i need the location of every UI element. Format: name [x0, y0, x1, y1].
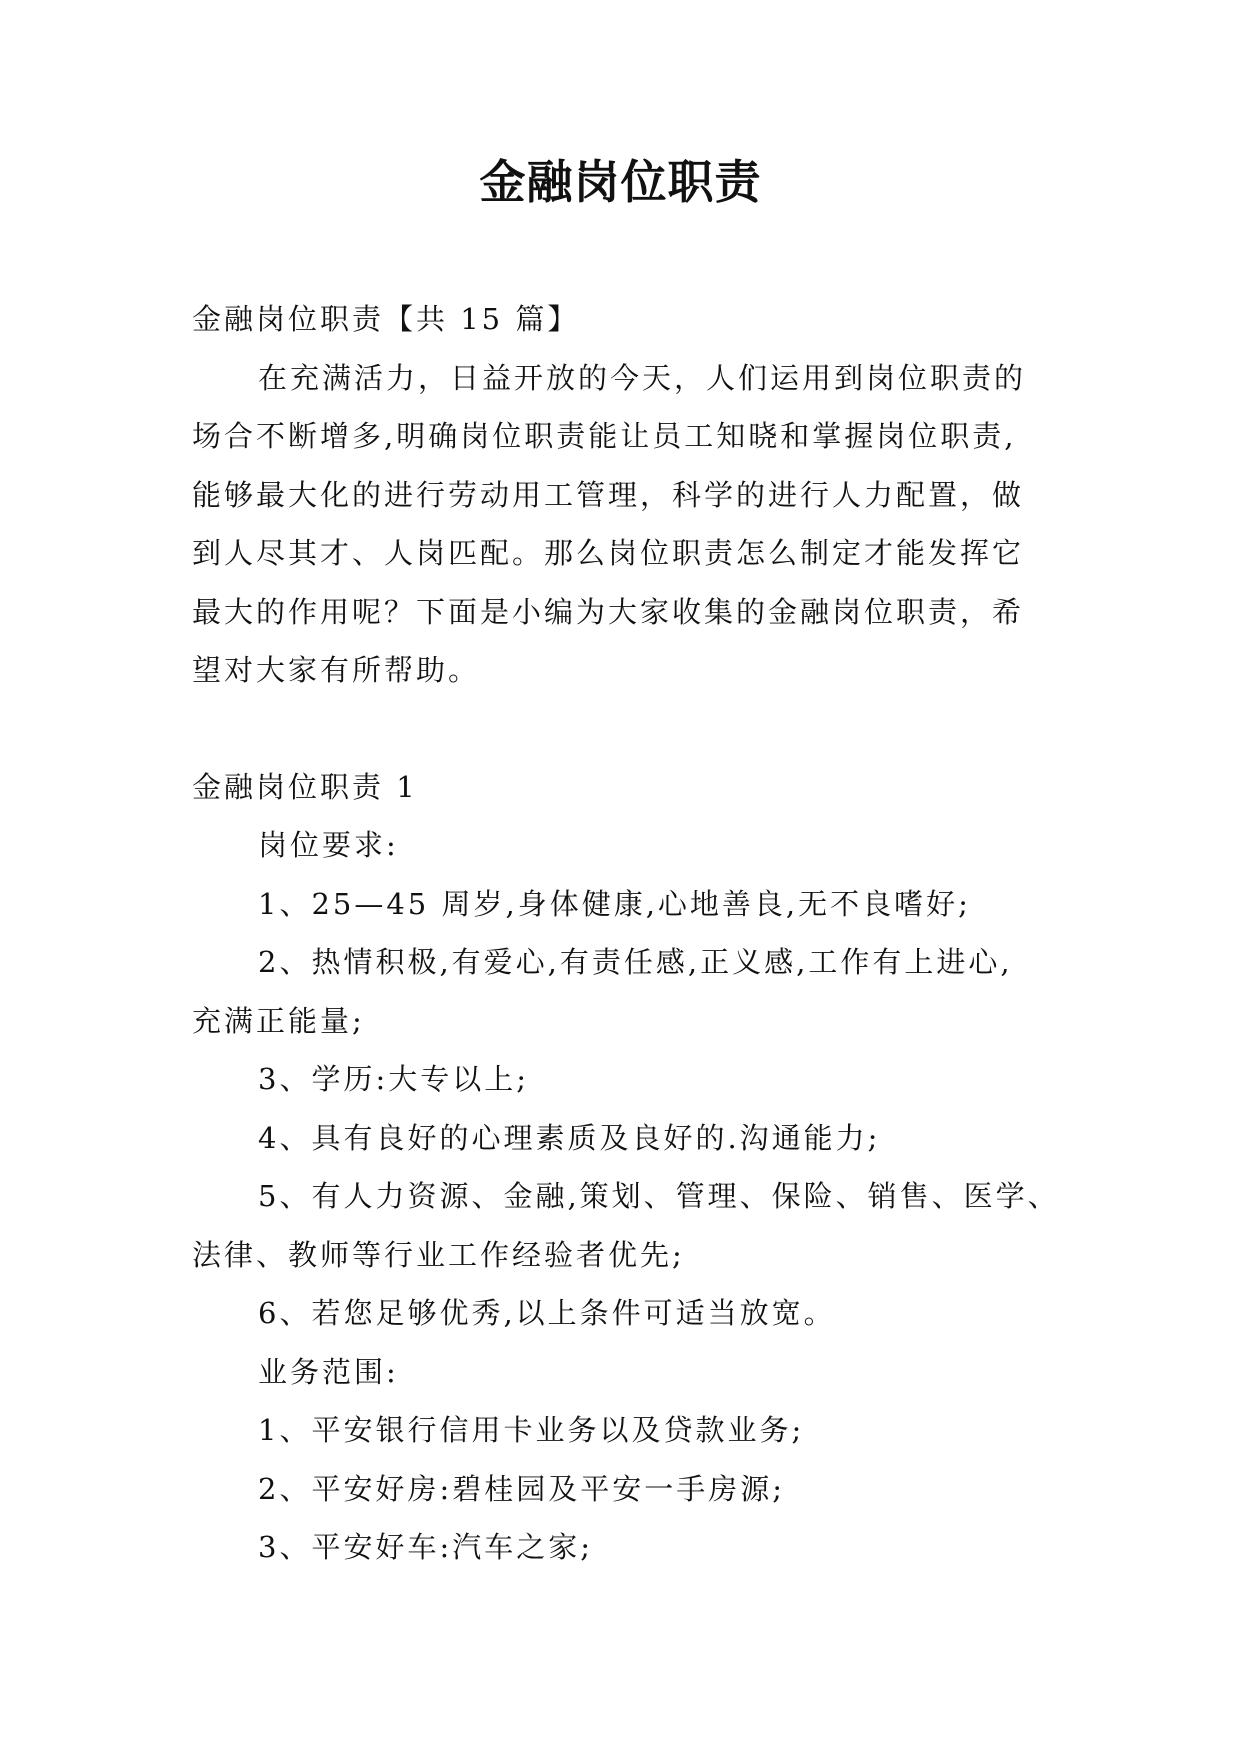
scope-line-3: 3、平安好车:汽车之家; [258, 1530, 593, 1564]
requirement-line-6: 6、若您足够优秀,以上条件可适当放宽。 [258, 1296, 836, 1330]
requirement-line-3: 3、学历:大专以上; [258, 1062, 529, 1096]
intro-line-6: 望对大家有所帮助。 [192, 653, 481, 687]
requirement-line-2-cont: 充满正能量; [192, 1003, 365, 1038]
requirement-line-5: 5、有人力资源、金融,策划、管理、保险、销售、医学、 [258, 1179, 1060, 1213]
section-heading: 金融岗位职责 1 [192, 769, 418, 804]
intro-line-4: 到人尽其才、人岗匹配。那么岗位职责怎么制定才能发挥它 [192, 536, 1025, 570]
intro-line-3: 能够最大化的进行劳动用工管理，科学的进行人力配置，做 [192, 477, 1025, 512]
scope-line-2: 2、平安好房:碧桂园及平安一手房源; [258, 1471, 785, 1506]
intro-line-1: 在充满活力，日益开放的今天，人们运用到岗位职责的 [258, 360, 1027, 395]
intro-line-5: 最大的作用呢？下面是小编为大家收集的金融岗位职责，希 [192, 594, 1025, 629]
requirement-line-2: 2、热情积极,有爱心,有责任感,正义感,工作有上进心, [258, 945, 1013, 979]
requirements-label: 岗位要求: [258, 828, 399, 862]
document-title: 金融岗位职责 [479, 155, 762, 209]
requirement-line-4: 4、具有良好的心理素质及良好的.沟通能力; [258, 1120, 881, 1155]
intro-line-2: 场合不断增多,明确岗位职责能让员工知晓和掌握岗位职责, [192, 419, 1017, 453]
requirement-line-5-cont: 法律、教师等行业工作经验者优先; [192, 1237, 685, 1272]
document-body [192, 290, 1072, 1577]
document-subtitle: 金融岗位职责【共 15 篇】 [192, 302, 580, 336]
scope-line-1: 1、平安银行信用卡业务以及贷款业务; [258, 1413, 805, 1447]
paragraph-gap [192, 700, 1072, 758]
requirement-line-1: 1、25—45 周岁,身体健康,心地善良,无不良嗜好; [258, 886, 971, 921]
scope-label: 业务范围: [258, 1354, 399, 1389]
